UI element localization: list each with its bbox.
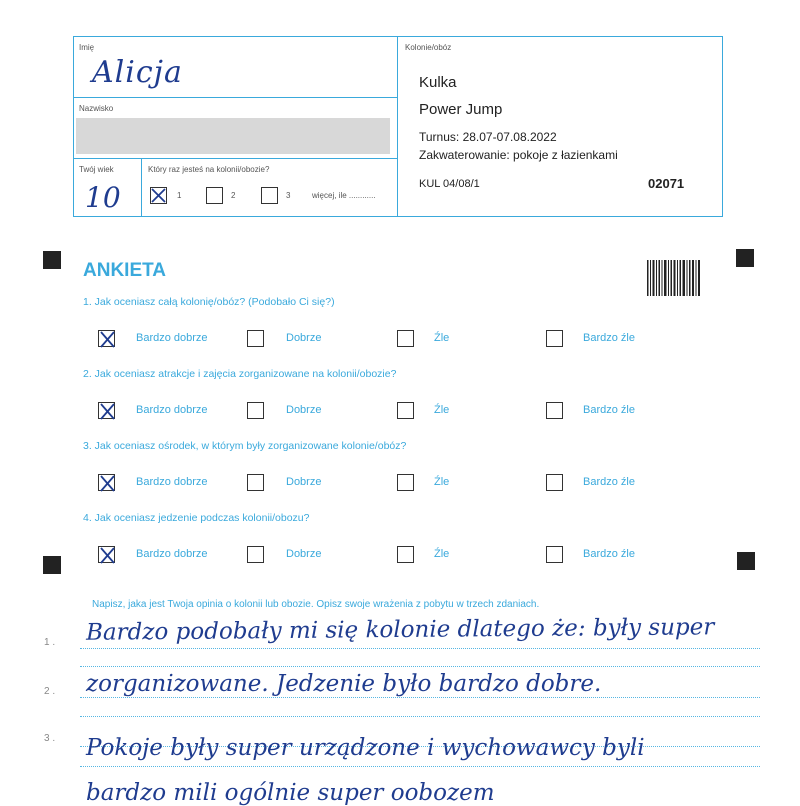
question-4-option-2-label: Dobrze	[286, 548, 322, 560]
writing-line	[80, 716, 760, 717]
kolonia-code: KUL 04/08/1	[419, 178, 480, 190]
imie-label: Imię	[79, 43, 95, 52]
question-4-option-4-label: Bardzo źle	[583, 548, 635, 560]
header-divider-3	[141, 158, 142, 216]
question-2-option-4-checkbox[interactable]	[546, 402, 563, 419]
question-2-option-3-checkbox[interactable]	[397, 402, 414, 419]
check-x-icon	[98, 402, 117, 421]
ktory-raz-checkbox-2[interactable]	[206, 187, 223, 204]
question-1-option-1-label: Bardzo dobrze	[136, 332, 208, 344]
question-1-option-4-label: Bardzo źle	[583, 332, 635, 344]
question-1-option-3-checkbox[interactable]	[397, 330, 414, 347]
ktory-raz-label-2: 2	[231, 191, 236, 200]
question-3-option-1-label: Bardzo dobrze	[136, 476, 208, 488]
question-4-option-3-checkbox[interactable]	[397, 546, 414, 563]
question-1-option-1-checkbox[interactable]	[98, 330, 115, 347]
ktory-raz-checkbox-1[interactable]	[150, 187, 167, 204]
form-number: 02071	[648, 176, 685, 191]
handwritten-line-2: zorganizowane. Jedzenie było bardzo dobre.	[86, 671, 602, 697]
question-2-text: 2. Jak oceniasz atrakcje i zajęcia zorganizowane na kolonii/obozie?	[83, 368, 397, 380]
writing-line	[80, 766, 760, 767]
writing-line	[80, 697, 760, 698]
registration-marker-top-right	[736, 249, 754, 267]
question-2-option-1-checkbox[interactable]	[98, 402, 115, 419]
question-4-option-1-checkbox[interactable]	[98, 546, 115, 563]
check-x-icon	[98, 546, 117, 565]
line-number-1: 1 .	[44, 637, 56, 648]
kolonia-label: Kolonie/obóz	[405, 43, 452, 52]
wiecej-label: więcej, ile ............	[312, 191, 376, 200]
question-2-option-4-label: Bardzo źle	[583, 404, 635, 416]
ktory-raz-label: Który raz jesteś na kolonii/obozie?	[148, 165, 270, 174]
question-3-option-2-checkbox[interactable]	[247, 474, 264, 491]
handwritten-line-4: bardzo mili ogólnie super oobozem	[86, 780, 495, 806]
registration-marker-top-left	[43, 251, 61, 269]
header-divider-1	[73, 97, 398, 98]
question-3-option-1-checkbox[interactable]	[98, 474, 115, 491]
kolonia-name: Kulka	[419, 74, 457, 91]
writing-line	[80, 648, 760, 649]
writing-line	[80, 666, 760, 667]
question-1-option-2-label: Dobrze	[286, 332, 322, 344]
program-name: Power Jump	[419, 101, 503, 118]
question-2-option-2-label: Dobrze	[286, 404, 322, 416]
question-1-option-3-label: Źle	[434, 332, 450, 344]
handwritten-line-3: Pokoje były super urządzone i wychowawcy byli	[86, 735, 645, 761]
handwritten-line-1: Bardzo podobały mi się kolonie dlatego że: były super	[85, 614, 715, 646]
question-4-option-3-label: Źle	[434, 548, 450, 560]
question-1-option-2-checkbox[interactable]	[247, 330, 264, 347]
question-4-option-2-checkbox[interactable]	[247, 546, 264, 563]
zakwaterowanie: Zakwaterowanie: pokoje z łazienkami	[419, 148, 618, 162]
wiek-label: Twój wiek	[79, 165, 114, 174]
survey-title: ANKIETA	[83, 260, 167, 281]
question-4-option-1-label: Bardzo dobrze	[136, 548, 208, 560]
question-1-text: 1. Jak oceniasz całą kolonię/obóz? (Podobało Ci się?)	[83, 296, 335, 308]
registration-marker-mid-right	[737, 552, 755, 570]
ktory-raz-label-3: 3	[286, 191, 291, 200]
question-3-option-3-checkbox[interactable]	[397, 474, 414, 491]
question-3-option-4-checkbox[interactable]	[546, 474, 563, 491]
question-3-option-3-label: Źle	[434, 476, 450, 488]
ktory-raz-label-1: 1	[177, 191, 182, 200]
opinion-prompt: Napisz, jaka jest Twoja opinia o kolonii lub obozie. Opisz swoje wrażenia z pobytu w trzech zdaniach.	[92, 599, 540, 610]
nazwisko-redaction	[76, 118, 390, 154]
registration-marker-mid-left	[43, 556, 61, 574]
question-4-text: 4. Jak oceniasz jedzenie podczas kolonii/obozu?	[83, 512, 310, 524]
line-number-3: 3 .	[44, 733, 56, 744]
header-divider-vertical	[397, 36, 398, 216]
wiek-value: 10	[85, 181, 121, 214]
check-x-icon	[98, 474, 117, 493]
question-2-option-3-label: Źle	[434, 404, 450, 416]
question-3-text: 3. Jak oceniasz ośrodek, w którym były zorganizowane kolonie/obóz?	[83, 440, 407, 452]
header-divider-2	[73, 158, 398, 159]
question-4-option-4-checkbox[interactable]	[546, 546, 563, 563]
question-3-option-2-label: Dobrze	[286, 476, 322, 488]
question-1-option-4-checkbox[interactable]	[546, 330, 563, 347]
barcode-icon	[647, 260, 701, 296]
nazwisko-label: Nazwisko	[79, 104, 114, 113]
check-x-icon	[150, 187, 167, 204]
question-2-option-2-checkbox[interactable]	[247, 402, 264, 419]
question-3-option-4-label: Bardzo źle	[583, 476, 635, 488]
ktory-raz-checkbox-3[interactable]	[261, 187, 278, 204]
check-x-icon	[98, 330, 117, 349]
turnus: Turnus: 28.07-07.08.2022	[419, 130, 557, 144]
question-2-option-1-label: Bardzo dobrze	[136, 404, 208, 416]
line-number-2: 2 .	[44, 686, 56, 697]
imie-value: Alicja	[92, 55, 183, 90]
